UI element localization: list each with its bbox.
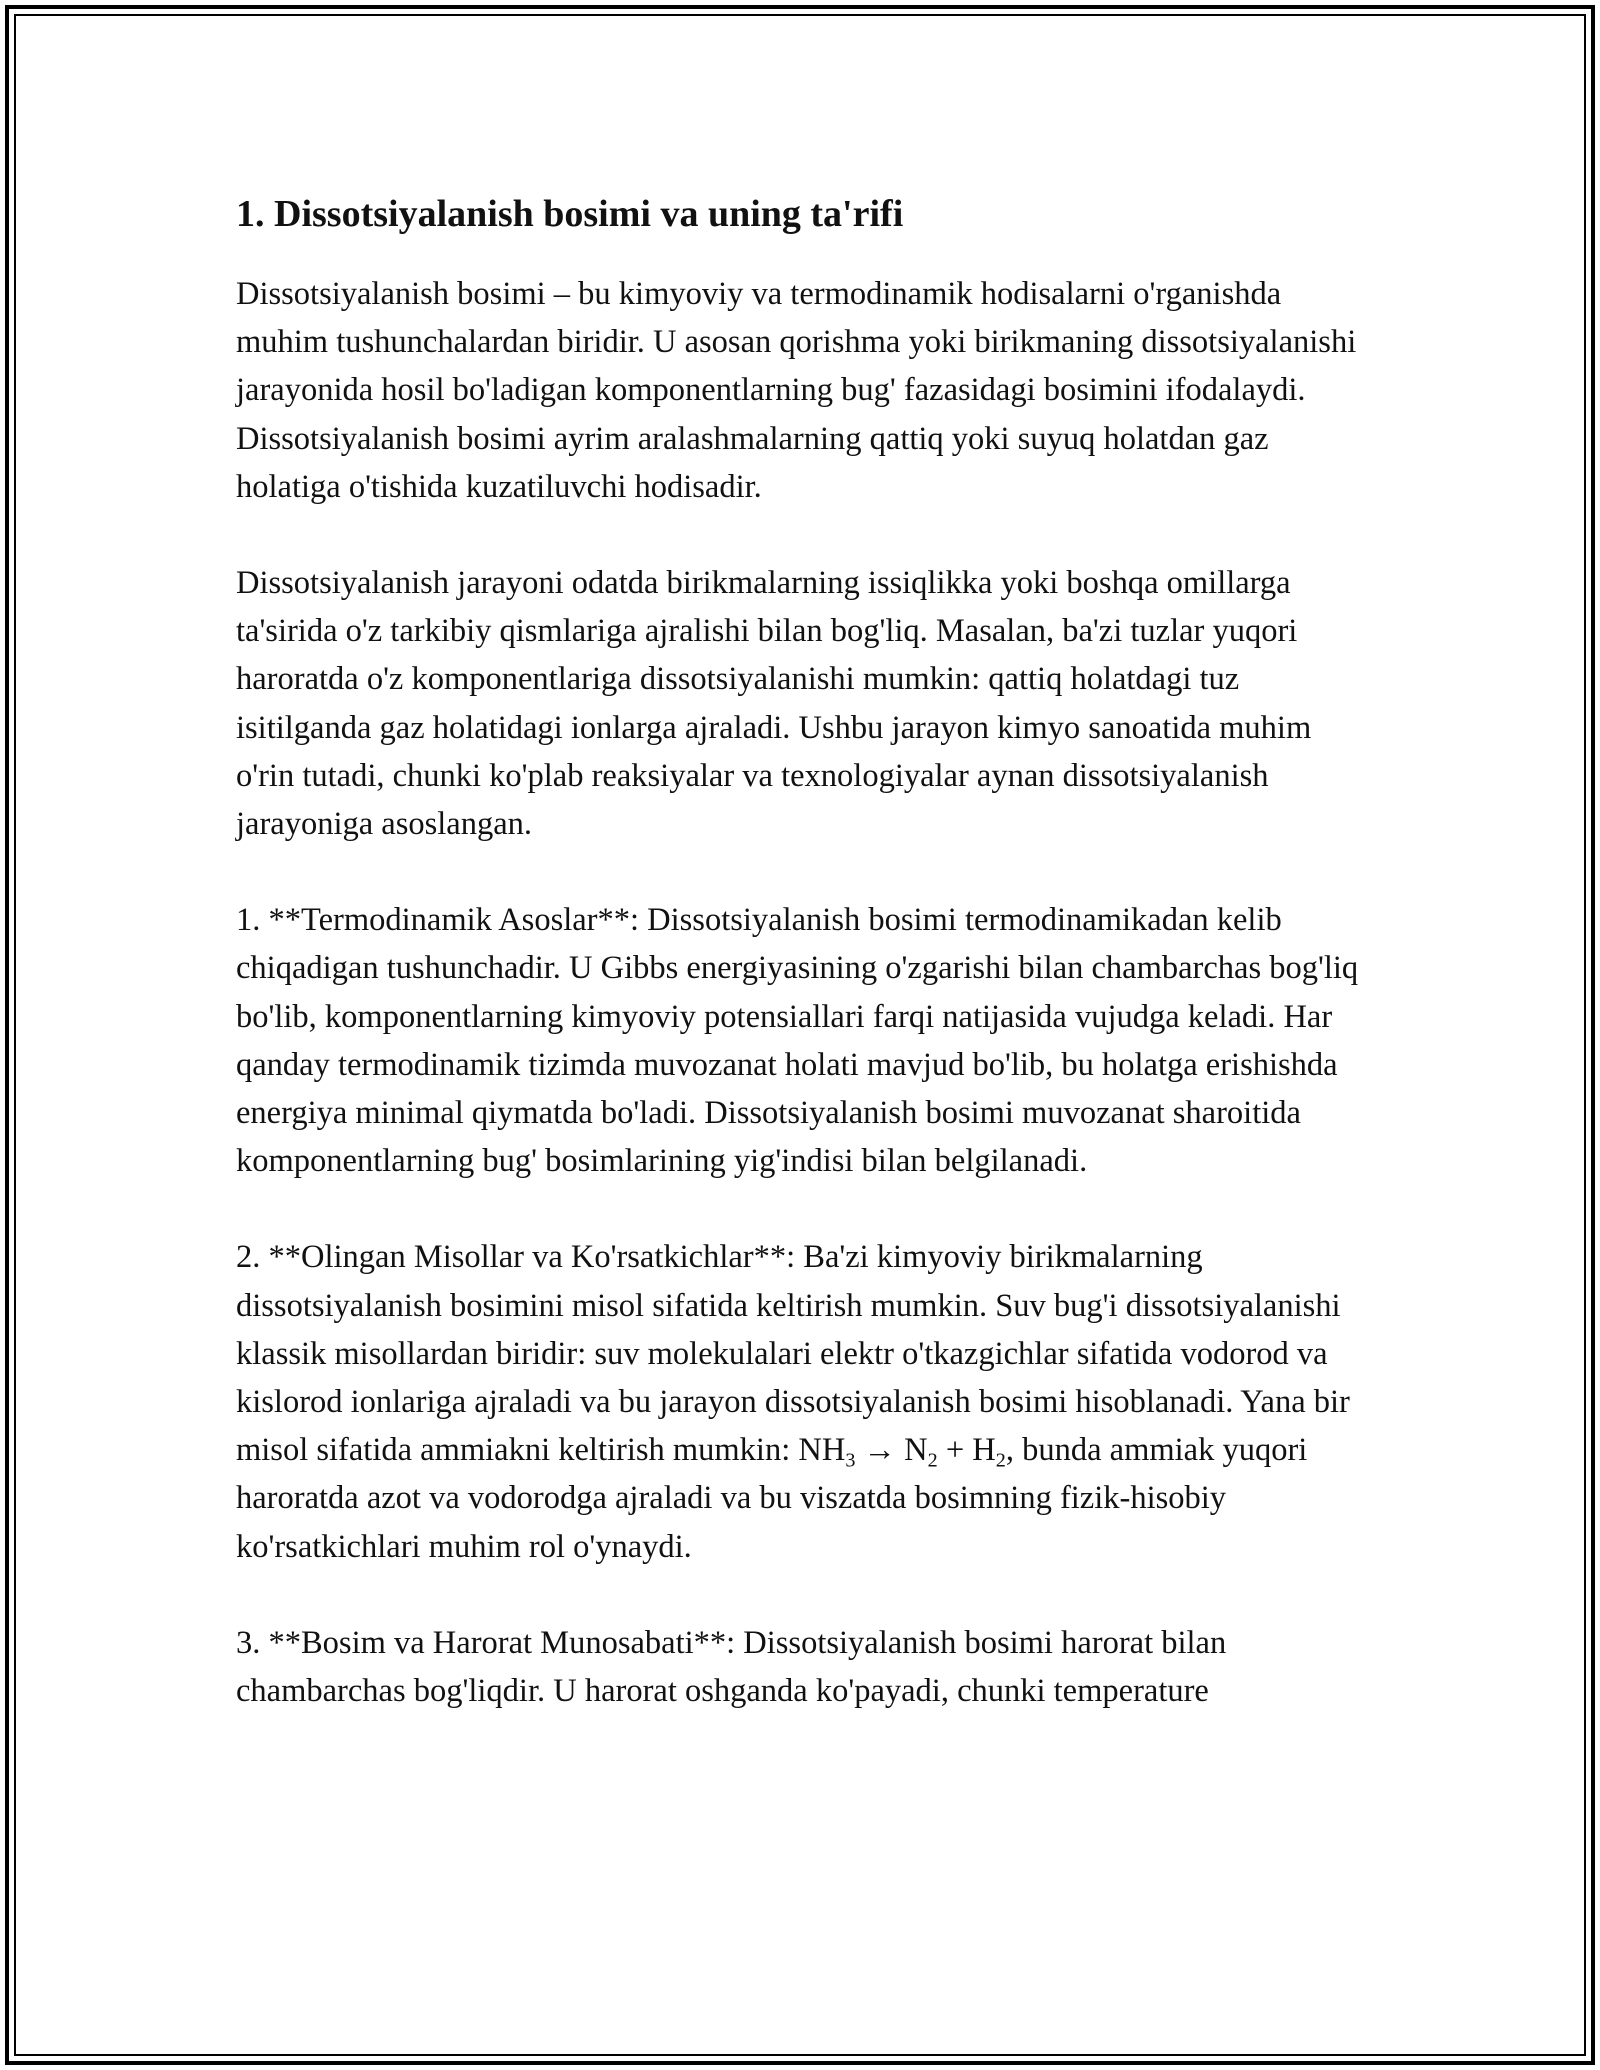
document-body — [236, 180, 1376, 1715]
section-heading: 1. Dissotsiyalanish bosimi va uning ta'rifi — [236, 193, 904, 235]
paragraph-process: Dissotsiyalanish jarayoni odatda birikmalarning issiqlikka yoki boshqa omillarga ta'sirida o'z tarkibiy qismlariga ajralishi bilan bog'liq. Masalan, ba'zi tuzlar yuqori haroratda o'z komponentlariga dissotsiyalanishi mumkin: qattiq holatdagi tuz isitilganda gaz holatidagi ionlarga ajraladi. Ushbu jarayon kimyo sanoatida muhim o'rin tutadi, chunki ko'plab reaksiyalar va texnologiyalar aynan dissotsiyalanish jarayoniga asoslangan. — [236, 565, 1312, 843]
paragraph-pressure-temperature: 3. **Bosim va Harorat Munosabati**: Dissotsiyalanish bosimi harorat bilan chambarchas bog'liqdir. U harorat oshganda ko'payadi, chunki temperature — [236, 1624, 1227, 1710]
examples-text-end: , bunda ammiak yuqori haroratda azot va vodorodga ajraladi va bu viszatda bosimning fizik-hisobiy ko'rsatkichlari muhim rol o'ynaydi. — [236, 1432, 1308, 1565]
reaction-arrow-n: → N — [855, 1432, 928, 1469]
subscript-nh3: 3 — [845, 1449, 856, 1472]
reaction-plus-h: + H — [937, 1432, 996, 1469]
subscript-n2: 2 — [927, 1449, 938, 1472]
paragraph-examples — [236, 1233, 1376, 1570]
subscript-h2: 2 — [995, 1449, 1006, 1472]
paragraph-definition: Dissotsiyalanish bosimi – bu kimyoviy va termodinamik hodisalarni o'rganishda muhim tushunchalardan biridir. U asosan qorishma yoki birikmaning dissotsiyalanishi jarayonida hosil bo'ladigan komponentlarning bug' fazasidagi bosimini ifodalaydi. Dissotsiyalanish bosimi ayrim aralashmalarning qattiq yoki suyuq holatdan gaz holatiga o'tishida kuzatiluvchi hodisadir. — [236, 276, 1357, 505]
paragraph-thermodynamic-basis: 1. **Termodinamik Asoslar**: Dissotsiyalanish bosimi termodinamikadan kelib chiqadigan tushunchadir. U Gibbs energiyasining o'zgarishi bilan chambarchas bog'liq bo'lib, komponentlarning kimyoviy potensiallari farqi natijasida vujudga keladi. Har qanday termodinamik tizimda muvozanat holati mavjud bo'lib, bu holatga erishishda energiya minimal qiymatda bo'ladi. Dissotsiyalanish bosimi muvozanat sharoitida komponentlarning bug' bosimlarining yig'indisi bilan belgilanadi. — [236, 902, 1359, 1180]
examples-text-start: 2. **Olingan Misollar va Ko'rsatkichlar**: Ba'zi kimyoviy birikmalarning dissotsiyalanish bosimini misol sifatida keltirish mumkin. Suv bug'i dissotsiyalanishi klassik misollardan biridir: suv molekulalari elektr o'tkazgichlar sifatida vodorod va kislorod ionlariga ajraladi va bu jarayon dissotsiyalanish bosimi hisoblanadi. Yana bir misol sifatida ammiakni keltirish mumkin: NH — [236, 1239, 1350, 1469]
